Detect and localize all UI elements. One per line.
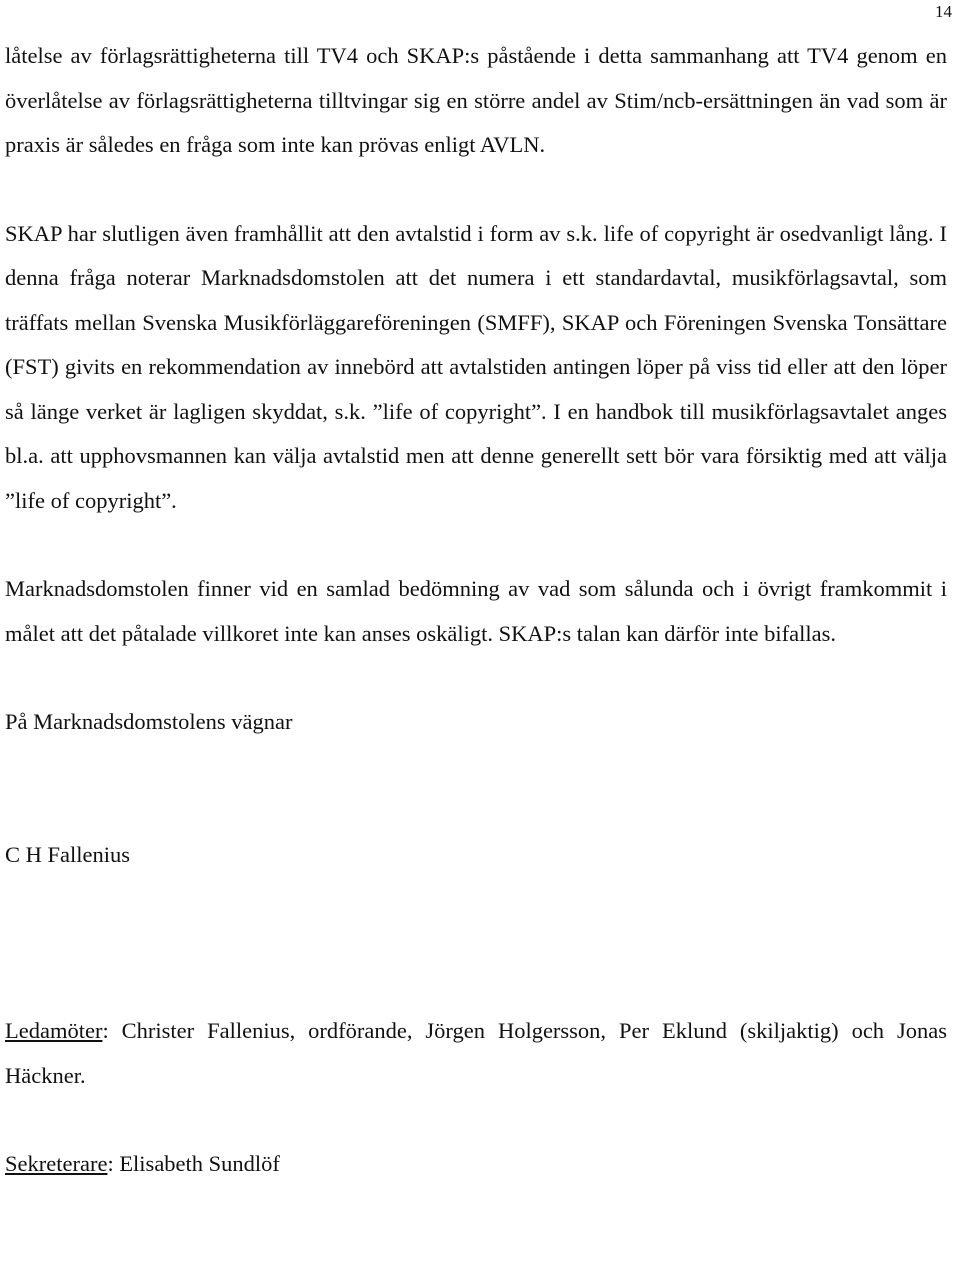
members-line (5, 1009, 947, 1098)
document-body (5, 34, 947, 1187)
paragraph-avln-conclusion: låtelse av förlagsrättigheterna till TV4 och SKAP:s påstående i detta sammanhang att TV4 genom en överlåtelse av förlagsrättigheterna tilltvingar sig en större andel av Stim/ncb-ersättningen än vad som är praxis är således en fråga som inte kan prövas enligt AVLN. (5, 43, 947, 157)
closing-on-behalf: På Marknadsdomstolens vägnar (5, 709, 293, 734)
secretary-text: : Elisabeth Sundlöf (107, 1151, 280, 1176)
secretary-line (5, 1142, 947, 1187)
paragraph-court-finding: Marknadsdomstolen finner vid en samlad bedömning av vad som sålunda och i övrigt framkommit i målet att det påtalade villkoret inte kan anses oskäligt. SKAP:s talan kan därför inte bifallas. (5, 576, 947, 646)
members-text: : Christer Fallenius, ordförande, Jörgen Holgersson, Per Eklund (skiljaktig) och Jonas Häckner. (5, 1018, 947, 1088)
members-label: Ledamöter (5, 1018, 103, 1043)
signature-name: C H Fallenius (5, 841, 131, 867)
secretary-label: Sekreterare (5, 1151, 108, 1176)
page-number: 14 (935, 2, 952, 21)
paragraph-life-of-copyright: SKAP har slutligen även framhållit att den avtalstid i form av s.k. life of copyright är osedvanligt lång. I denna fråga noterar Marknadsdomstolen att det numera i ett standardavtal, musikförlagsavtal, som träffats mellan Svenska Musikförläggareföreningen (SMFF), SKAP och Föreningen Svenska Tonsättare (FST) givits en rekommendation av innebörd att avtalstiden antingen löper på viss tid eller att den löper så länge verket är lagligen skyddat, s.k. ”life of copyright”. I en handbok till musikförlagsavtalet anges bl.a. att upphovsmannen kan välja avtalstid men att denne generellt sett bör vara försiktig med att välja ”life of copyright”. (5, 220, 947, 513)
